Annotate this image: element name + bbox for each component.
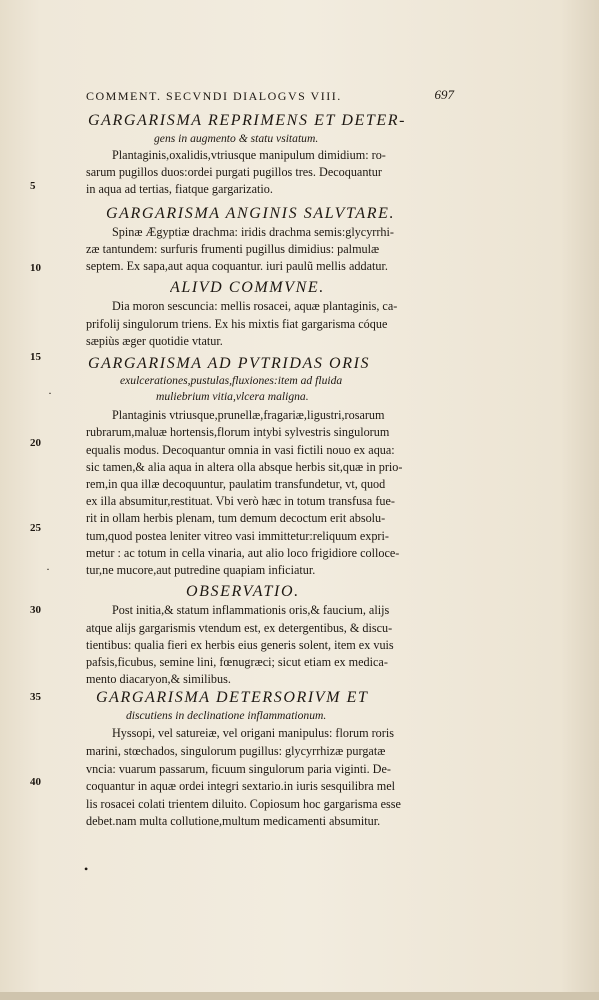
text-line: rit in ollam herbis plenam, tum demum decoctum erit absolu- <box>86 511 386 525</box>
line-number: 15 <box>30 351 41 363</box>
text-line: Hyssopi, vel satureiæ, vel origani manipulus: florum roris <box>112 726 394 740</box>
text-line: Spinæ Ægyptiæ drachma: iridis drachma semis:glycyrrhi- <box>112 225 394 239</box>
text-line: sic tamen,& alia aqua in altera olla absque herbis sit,quæ in prio- <box>86 460 403 474</box>
line-number: 40 <box>30 776 41 788</box>
page-bottom-edge <box>0 992 599 1000</box>
line-number: 5 <box>30 180 36 192</box>
text-line: Plantaginis,oxalidis,vtriusque manipulum dimidium: ro- <box>112 148 386 162</box>
heading-aliud-commune: ALIVD COMMVNE. <box>170 279 325 296</box>
text-line: equalis modus. Decoquantur omnia in vasi fictili nouo ex aqua: <box>86 443 395 457</box>
text-line: lis rosacei colati trientem diluito. Copiosum hoc gargarisma esse <box>86 797 401 811</box>
text-line: debet.nam multa collutione,multum medicamenti absumitur. <box>86 814 381 828</box>
text-line: mento diacaryon,& similibus. <box>86 672 231 686</box>
text-line: pafsis,ficubus, semine lini, fœnugræci; sicut etiam ex medica- <box>86 655 388 669</box>
subheading-line: muliebrium vitia,vlcera maligna. <box>156 390 309 403</box>
text-line: prifolij singulorum triens. Ex his mixtis fiat gargarisma cóque <box>86 317 388 331</box>
text-line: tientibus: qualia fieri ex herbis eius generis solent, item ex vuis <box>86 638 394 652</box>
line-number: 10 <box>30 262 41 274</box>
text-line: vncia: vuarum passarum, ficuum singulorum paria viginti. De- <box>86 762 391 776</box>
running-title: COMMENT. SECVNDI DIALOGVS VIII. <box>86 89 342 103</box>
ink-speck: · <box>48 386 52 400</box>
line-number: 25 <box>30 522 41 534</box>
line-number: 20 <box>30 437 41 449</box>
subheading-line: gens in augmento & statu vsitatum. <box>154 132 319 145</box>
text-line: coquantur in aquæ ordei integri sextario.in iuris sesquilibra mel <box>86 779 396 793</box>
line-number: 30 <box>30 604 41 616</box>
text-line: atque alijs gargarismis vtendum est, ex detergentibus, & discu- <box>86 621 393 635</box>
heading-gargarisma-reprimens: GARGARISMA REPRIMENS ET DETER- <box>88 112 407 129</box>
running-head <box>86 89 454 107</box>
text-line: Dia moron sescuncia: mellis rosacei, aquæ plantaginis, ca- <box>112 299 398 313</box>
subheading-line: discutiens in declinatione inflammationum. <box>126 709 327 722</box>
text-line: metur : ac totum in cella vinaria, aut alio loco frigidiore colloce- <box>86 546 400 560</box>
ink-speck: · <box>46 562 50 576</box>
text-line: Post initia,& statum inflammationis oris,& faucium, alijs <box>112 603 390 617</box>
heading-gargarisma-detersorium: GARGARISMA DETERSORIVM ET <box>96 689 369 706</box>
text-line: rem,in qua illæ decoquuntur, paulatim transfundetur, vt, quod <box>86 477 386 491</box>
subheading-line: exulcerationes,pustulas,fluxiones:item ad fluida <box>120 374 343 387</box>
text-line: tur,ne mucore,aut putredine quapiam inficiatur. <box>86 563 316 577</box>
text-line: rubrarum,maluæ hortensis,florum intybi sylvestris singulorum <box>86 425 390 439</box>
folio-number: 697 <box>434 87 454 102</box>
text-line: ex illa absumitur,restituat. Vbi verò hæc in totum transfusa fue- <box>86 494 395 508</box>
text-line: Plantaginis vtriusque,prunellæ,fragariæ,ligustri,rosarum <box>112 408 385 422</box>
text-line: tum,quod postea leniter vitreo vasi immittetur:reliquum expri- <box>86 529 389 543</box>
text-line: septem. Ex sapa,aut aqua coquantur. iuri paulũ mellis addatur. <box>86 259 388 273</box>
text-line: marini, stœchados, singulorum pugillus: glycyrrhizæ purgatæ <box>86 744 386 758</box>
text-line: sarum pugillos duos:ordei purgati pugillos tres. Decoquantur <box>86 165 382 179</box>
heading-gargarisma-anginis: GARGARISMA ANGINIS SALVTARE. <box>106 205 396 222</box>
line-number: 35 <box>30 691 41 703</box>
ink-speck: • <box>84 862 89 876</box>
heading-gargarisma-ad-putridas: GARGARISMA AD PVTRIDAS ORIS <box>88 355 371 372</box>
text-line: zæ tantundem: surfuris frumenti pugillus dimidius: palmulæ <box>86 242 380 256</box>
text-line: sæpiùs æger quotidie vtatur. <box>86 334 223 348</box>
heading-observatio: OBSERVATIO. <box>186 583 300 600</box>
text-line: in aqua ad tertias, fiatque gargarizatio. <box>86 182 273 196</box>
